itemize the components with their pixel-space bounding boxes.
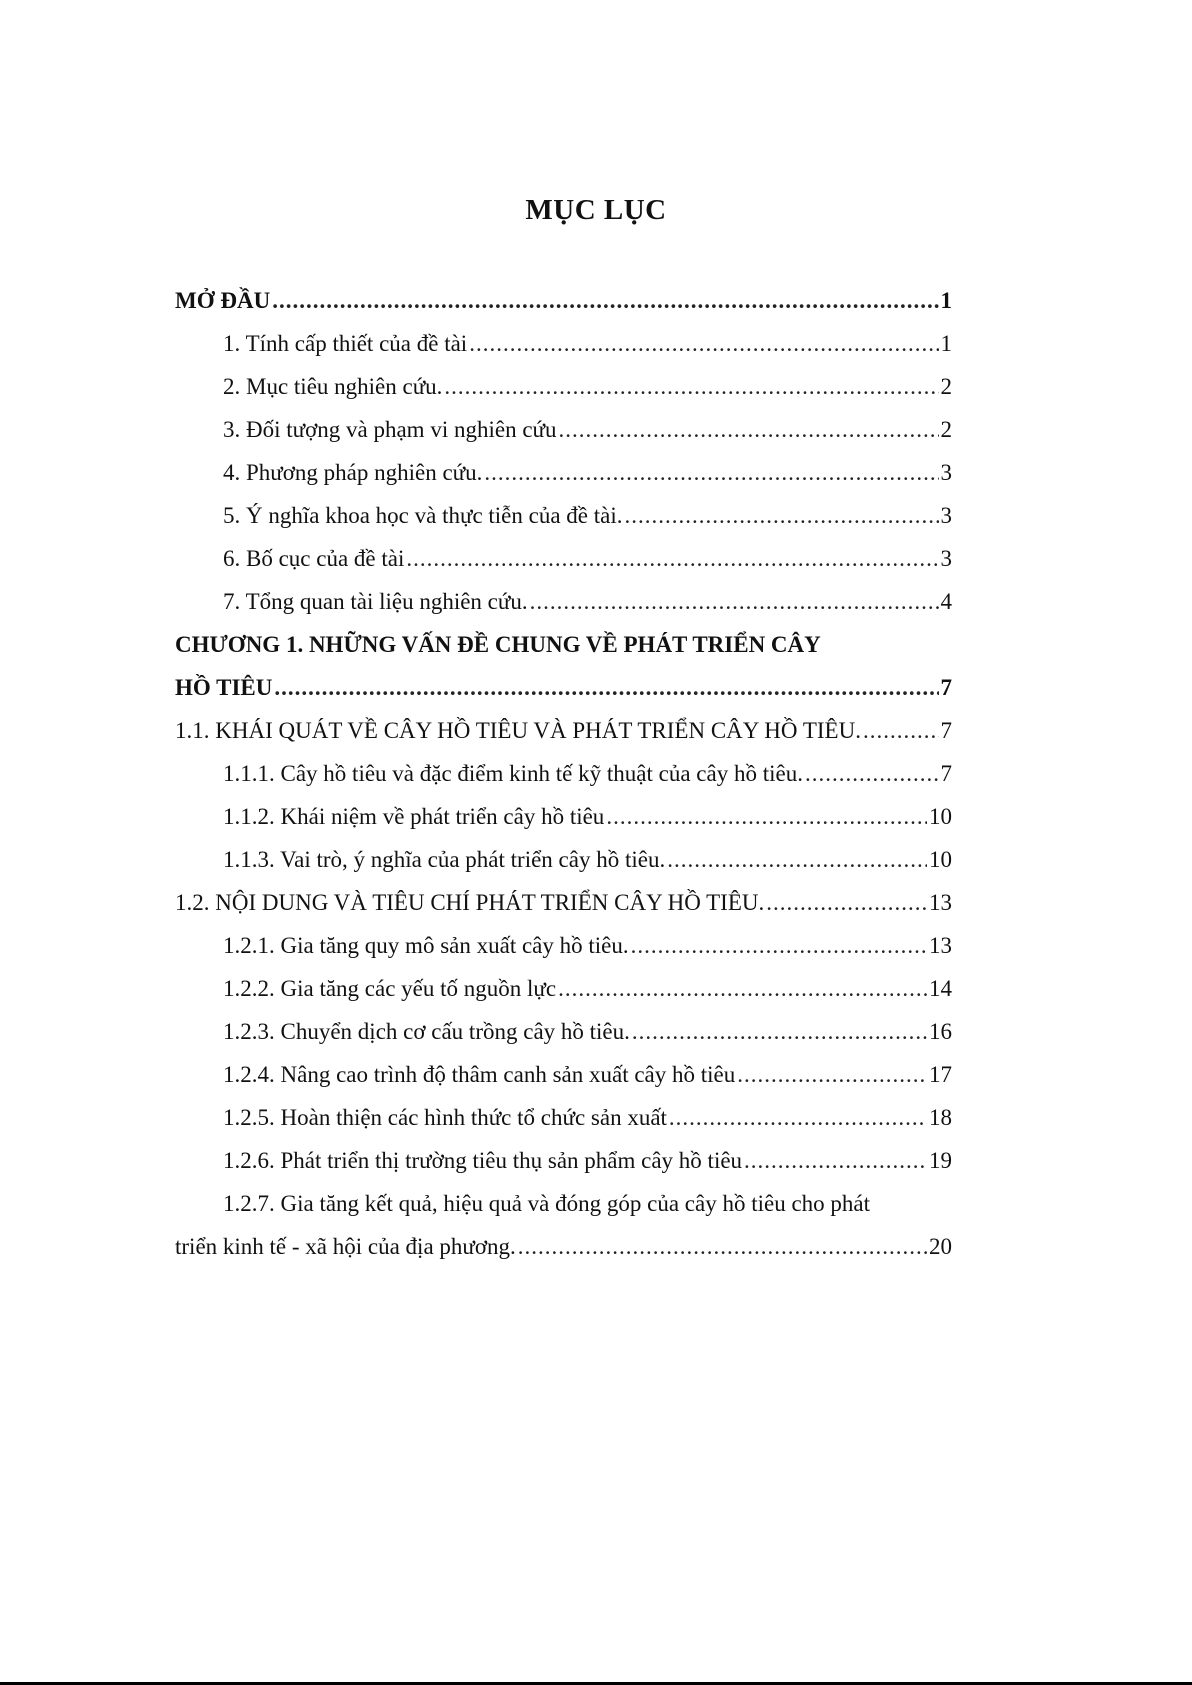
toc-entry-label: 1.1. KHÁI QUÁT VỀ CÂY HỒ TIÊU VÀ PHÁT TRIỂN CÂY HỒ TIÊU. [175, 718, 861, 743]
toc-entry-7[interactable] [175, 587, 952, 630]
toc-entry-label: 1. Tính cấp thiết của đề tài [223, 331, 468, 356]
toc-entry-page: 7 [940, 718, 952, 743]
toc-entry-page: 2 [940, 374, 952, 399]
toc-entry-1-2-7-line1[interactable] [175, 1189, 952, 1232]
toc-entry-mo-dau[interactable] [175, 286, 952, 329]
toc-leader-dots [669, 1103, 927, 1133]
toc-entry-page: 3 [940, 546, 952, 571]
toc-leader-dots [667, 845, 927, 875]
toc-entry-label: CHƯƠNG 1. NHỮNG VẤN ĐỀ CHUNG VỀ PHÁT TRIỂN CÂY [175, 632, 821, 657]
toc-entry-label: 4. Phương pháp nghiên cứu. [223, 460, 483, 485]
toc-leader-dots [530, 587, 939, 617]
toc-entry-label: 1.2. NỘI DUNG VÀ TIÊU CHÍ PHÁT TRIỂN CÂY HỒ TIÊU. [175, 890, 765, 915]
toc-entry-1-2-2[interactable] [175, 974, 952, 1017]
toc-entry-page: 1 [940, 288, 952, 313]
toc-entry-label: 1.2.7. Gia tăng kết quả, hiệu quả và đóng góp của cây hồ tiêu cho phát [223, 1191, 871, 1216]
toc-entry-label: 6. Bố cục của đề tài [223, 546, 405, 571]
toc-entry-page: 18 [929, 1105, 952, 1130]
toc-leader-dots [272, 286, 938, 316]
toc-entry-1-1-3[interactable] [175, 845, 952, 888]
toc-entry-page: 19 [929, 1148, 952, 1173]
toc-entry-chuong-1-line1[interactable] [175, 630, 952, 673]
toc-entry-page: 14 [929, 976, 952, 1001]
toc-entry-5[interactable] [175, 501, 952, 544]
toc-leader-dots [744, 1146, 927, 1176]
toc-entry-page: 2 [940, 417, 952, 442]
toc-entry-label: 1.2.5. Hoàn thiện các hình thức tổ chức sản xuất [223, 1105, 667, 1130]
toc-leader-dots [766, 888, 927, 918]
toc-entry-1-2[interactable] [175, 888, 952, 931]
toc-entry-label: MỞ ĐẦU [175, 288, 271, 313]
toc-entry-page: 7 [940, 761, 952, 786]
toc-entry-1-1-2[interactable] [175, 802, 952, 845]
toc-entry-1[interactable] [175, 329, 952, 372]
toc-entry-page: 17 [929, 1062, 952, 1087]
page-title: MỤC LỤC [525, 194, 667, 226]
toc-leader-dots [558, 974, 927, 1004]
toc-leader-dots [631, 931, 927, 961]
toc-entry-label: HỒ TIÊU [175, 675, 273, 700]
toc-entry-page: 4 [940, 589, 952, 614]
toc-entry-6[interactable] [175, 544, 952, 587]
toc-entry-label: 2. Mục tiêu nghiên cứu. [223, 374, 443, 399]
toc-leader-dots [518, 1232, 927, 1262]
toc-entry-1-2-5[interactable] [175, 1103, 952, 1146]
toc-entry-chuong-1-line2[interactable] [175, 673, 952, 716]
toc-entry-page: 10 [929, 804, 952, 829]
toc-entry-1-2-7-line2[interactable] [175, 1232, 952, 1275]
toc-entry-1-2-4[interactable] [175, 1060, 952, 1103]
toc-entry-label: 1.2.1. Gia tăng quy mô sản xuất cây hồ tiêu. [223, 933, 629, 958]
toc-entry-2[interactable] [175, 372, 952, 415]
toc-entry-label: 1.2.3. Chuyển dịch cơ cấu trồng cây hồ tiêu. [223, 1019, 630, 1044]
toc-entry-page: 13 [929, 890, 952, 915]
toc-entry-page: 20 [929, 1234, 952, 1259]
toc-entry-label: 1.1.2. Khái niệm về phát triển cây hồ tiêu [223, 804, 605, 829]
toc-leader-dots [863, 716, 939, 746]
toc-entry-label: 1.2.2. Gia tăng các yếu tố nguồn lực [223, 976, 557, 1001]
toc-entry-label: 3. Đối tượng và phạm vi nghiên cứu [223, 417, 557, 442]
toc-entry-4[interactable] [175, 458, 952, 501]
toc-entry-label: triển kinh tế - xã hội của địa phương. [175, 1234, 516, 1259]
toc-leader-dots [632, 1017, 927, 1047]
toc-leader-dots [444, 372, 938, 402]
toc-entry-label: 7. Tổng quan tài liệu nghiên cứu. [223, 589, 528, 614]
toc-entry-label: 1.2.4. Nâng cao trình độ thâm canh sản xuất cây hồ tiêu [223, 1062, 736, 1087]
toc-entry-3[interactable] [175, 415, 952, 458]
toc-leader-dots [559, 415, 939, 445]
toc-leader-dots [469, 329, 938, 359]
toc-leader-dots [484, 458, 938, 488]
toc-entry-page: 10 [929, 847, 952, 872]
toc-leader-dots [274, 673, 938, 703]
toc-leader-dots [737, 1060, 927, 1090]
toc-entry-1-2-1[interactable] [175, 931, 952, 974]
toc-entry-page: 3 [940, 460, 952, 485]
toc-leader-dots [606, 802, 927, 832]
toc-leader-dots [406, 544, 938, 574]
toc-leader-dots [805, 759, 939, 789]
toc-entry-label: 5. Ý nghĩa khoa học và thực tiễn của đề tài. [223, 503, 623, 528]
toc-entry-page: 13 [929, 933, 952, 958]
toc-leader-dots [625, 501, 939, 531]
toc-entry-1-1[interactable] [175, 716, 952, 759]
toc-entry-page: 7 [940, 675, 952, 700]
table-of-contents [175, 286, 952, 1275]
toc-entry-page: 3 [940, 503, 952, 528]
toc-entry-1-2-6[interactable] [175, 1146, 952, 1189]
toc-entry-1-1-1[interactable] [175, 759, 952, 802]
toc-entry-label: 1.1.3. Vai trò, ý nghĩa của phát triển cây hồ tiêu. [223, 847, 666, 872]
toc-entry-label: 1.1.1. Cây hồ tiêu và đặc điểm kinh tế kỹ thuật của cây hồ tiêu. [223, 761, 803, 786]
toc-entry-1-2-3[interactable] [175, 1017, 952, 1060]
toc-entry-page: 16 [929, 1019, 952, 1044]
toc-entry-label: 1.2.6. Phát triển thị trường tiêu thụ sản phẩm cây hồ tiêu [223, 1148, 743, 1173]
toc-entry-page: 1 [940, 331, 952, 356]
